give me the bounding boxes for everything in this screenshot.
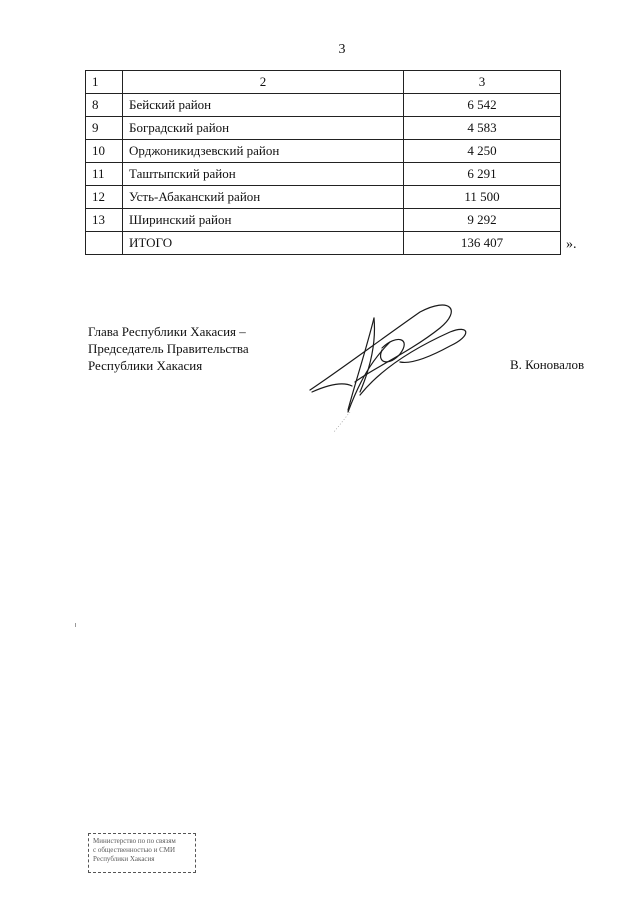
district-name: Усть-Абаканский район xyxy=(123,186,404,209)
table-row xyxy=(86,209,561,232)
stamp-line: Республики Хакасия xyxy=(93,855,155,863)
closing-quote: ». xyxy=(566,237,577,252)
district-name: Таштыпский район xyxy=(123,163,404,186)
signer-title-line: Председатель Правительства xyxy=(88,341,249,356)
signer-title-line: Республики Хакасия xyxy=(88,358,203,373)
table-row xyxy=(86,117,561,140)
total-label: ИТОГО xyxy=(123,232,404,255)
row-number: 9 xyxy=(86,117,123,140)
stamp-line: с общественностью и СМИ xyxy=(93,846,176,854)
signer-title xyxy=(88,323,249,374)
district-value: 6 542 xyxy=(404,94,561,117)
district-name: Боградский район xyxy=(123,117,404,140)
table-row xyxy=(86,140,561,163)
header-cell-3: 3 xyxy=(404,71,561,94)
district-value: 11 500 xyxy=(404,186,561,209)
table-header-row xyxy=(86,71,561,94)
district-value: 4 250 xyxy=(404,140,561,163)
registration-stamp xyxy=(88,833,196,873)
header-cell-1: 1 xyxy=(86,71,123,94)
allocation-table xyxy=(85,70,561,255)
district-value: 6 291 xyxy=(404,163,561,186)
row-number: 13 xyxy=(86,209,123,232)
table-row xyxy=(86,163,561,186)
row-number: 11 xyxy=(86,163,123,186)
district-value: 4 583 xyxy=(404,117,561,140)
total-value: 136 407 xyxy=(404,232,561,255)
row-number: 12 xyxy=(86,186,123,209)
row-number: 8 xyxy=(86,94,123,117)
header-cell-2: 2 xyxy=(123,71,404,94)
signer-title-line: Глава Республики Хакасия – xyxy=(88,324,246,339)
page-number: 3 xyxy=(338,42,346,57)
district-name: Ширинский район xyxy=(123,209,404,232)
table-row xyxy=(86,186,561,209)
signer-name: В. Коновалов xyxy=(510,357,585,372)
district-name: Орджоникидзевский район xyxy=(123,140,404,163)
district-value: 9 292 xyxy=(404,209,561,232)
scan-speck xyxy=(75,623,76,627)
stamp-line: Министерство по по связям xyxy=(93,837,176,845)
handwritten-signature xyxy=(300,300,480,440)
table-row xyxy=(86,94,561,117)
total-row-number xyxy=(86,232,123,255)
row-number: 10 xyxy=(86,140,123,163)
district-name: Бейский район xyxy=(123,94,404,117)
table-total-row xyxy=(86,232,561,255)
